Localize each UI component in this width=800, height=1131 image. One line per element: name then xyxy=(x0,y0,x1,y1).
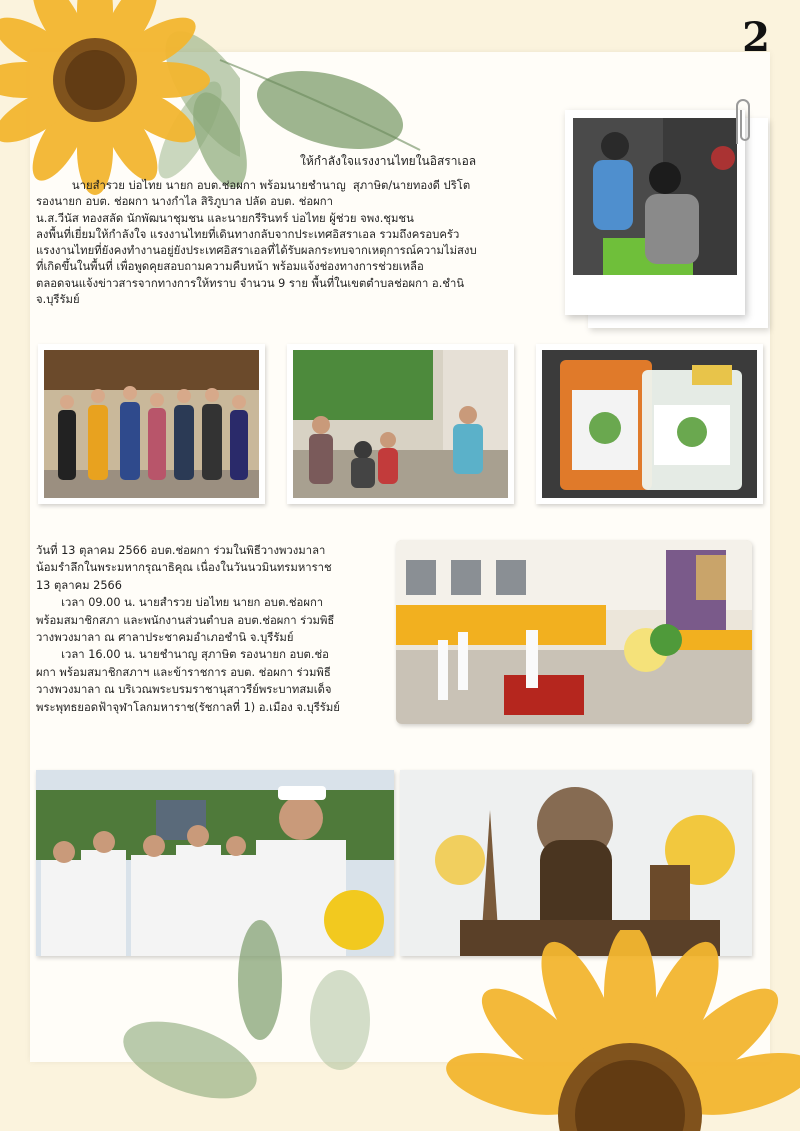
article-line: ที่เกิดขึ้นในพื้นที่ เพื่อพูดคุยสอบถามความคืบหน้า พร้อมแจ้งช่องทางการช่วยเหลือ xyxy=(36,260,424,274)
article-line: นายสำรวย บ่อไทย นายก อบต.ช่อผกา พร้อมนายชำนาญ สุภาษิต/นายทองดี ปริโต xyxy=(36,179,471,192)
photo-visit-group xyxy=(38,344,265,504)
article-line: น.ส.วีนัส ทองสลัด นักพัฒนาชุมชน และนายกรีรินทร์ บ่อไทย ผู้ช่วย จพง.ชุมชน xyxy=(36,211,414,225)
photo-king-rama-i-monument xyxy=(400,770,752,956)
article-line: ลงพื้นที่เยี่ยมให้กำลังใจ แรงงานไทยที่เดินทางกลับจากประเทศอิสราเอล รวมถึงครอบครัว xyxy=(36,227,460,241)
article-line: จ.บุรีรัมย์ xyxy=(36,293,80,307)
article-line: รองนายก อบต. ช่อผกา นางกำไล สิริภูบาล ปลัด อบต. ช่อผกา xyxy=(36,195,333,209)
article-line: ผกา พร้อมสมาชิกสภาฯ และข้าราชการ อบต. ช่อผกา ร่วมพิธี xyxy=(36,665,331,679)
article-line: น้อมรำลึกในพระมหากรุณาธิคุณ เนื่องในวันนวมินทรมหาราช xyxy=(36,561,332,575)
article-line: 13 ตุลาคม 2566 xyxy=(36,578,122,592)
photo-wreath-ceremony-hall xyxy=(396,540,752,724)
article-line: แรงงานไทยที่ยังคงทำงานอยู่ยังประเทศอิสราเอลที่ได้รับผลกระทบจากเหตุการณ์ความไม่สงบ xyxy=(36,244,477,258)
photo-visit-family xyxy=(287,344,514,504)
article-title: ให้กำลังใจแรงงานไทยในอิสราเอล xyxy=(300,154,477,168)
ceremony-article xyxy=(36,542,394,716)
article-line: ตลอดจนแจ้งข่าวสารจากทางการให้ทราบ จำนวน 9 ราย พื้นที่ในเขตตำบลช่อผกา อ.ชำนิ xyxy=(36,276,465,290)
article-line: เวลา 09.00 น. นายสำรวย บ่อไทย นายก อบต.ช่อผกา xyxy=(36,596,324,610)
paper-clip-icon xyxy=(731,96,751,148)
leaf-decoration xyxy=(90,920,410,1131)
article-line: วางพวงมาลา ณ บริเวณพระบรมราชานุสาวรีย์พระบาทสมเด็จ xyxy=(36,683,332,697)
page-number: 2 xyxy=(742,14,770,61)
photo-relief-supplies xyxy=(536,344,763,504)
polaroid-photo xyxy=(565,110,745,315)
sunflower-decoration xyxy=(400,930,800,1131)
article-body xyxy=(36,178,566,308)
article-line: พระพุทธยอดฟ้าจุฬาโลกมหาราช(รัชกาลที่ 1) อ.เมือง จ.บุรีรัมย์ xyxy=(36,700,340,714)
article-line: วางพวงมาลา ณ ศาลาประชาคมอำเภอชำนิ จ.บุรีรัมย์ xyxy=(36,631,294,645)
article-line: เวลา 16.00 น. นายชำนาญ สุภาษิต รองนายก อบต.ช่อ xyxy=(36,648,329,662)
article-line: วันที่ 13 ตุลาคม 2566 อบต.ช่อผกา ร่วมในพิธีวางพวงมาลา xyxy=(36,544,326,557)
article-line: พร้อมสมาชิกสภา และพนักงานส่วนตำบล อบต.ช่อผกา ร่วมพิธี xyxy=(36,613,335,627)
